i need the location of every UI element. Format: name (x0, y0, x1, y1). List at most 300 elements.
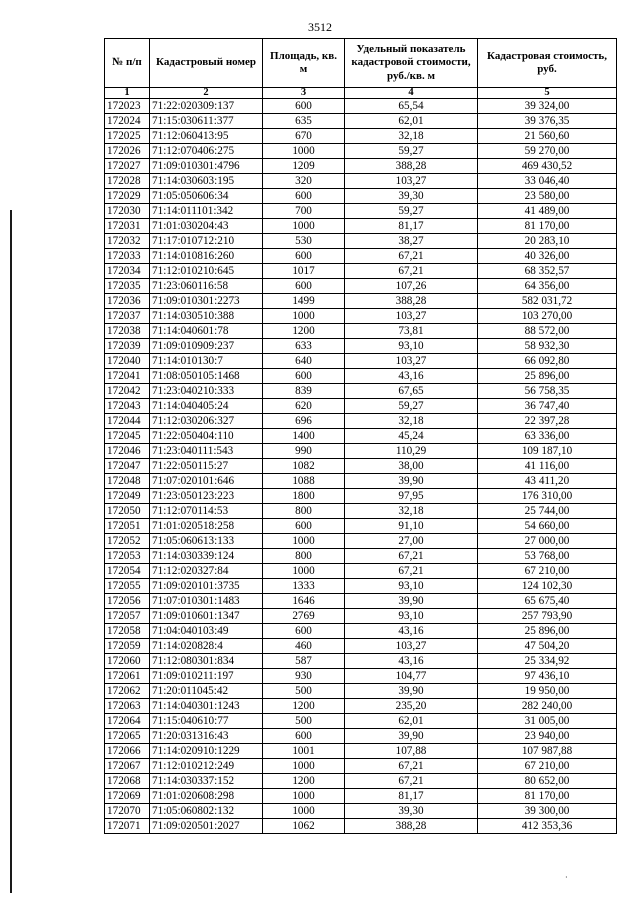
cadastral-number-cell: 71:23:050123:223 (150, 489, 263, 504)
area-cell: 1017 (263, 264, 345, 279)
unit-value-cell: 93,10 (345, 579, 478, 594)
unit-value-cell: 39,30 (345, 804, 478, 819)
area-cell: 930 (263, 669, 345, 684)
area-cell: 1646 (263, 594, 345, 609)
table-row (105, 639, 617, 654)
row-number-cell: 172065 (105, 729, 150, 744)
cadastral-number-cell: 71:12:010212:249 (150, 759, 263, 774)
table-row (105, 294, 617, 309)
cadastral-cost-cell: 41 116,00 (478, 459, 617, 474)
cadastral-cost-cell: 33 046,40 (478, 174, 617, 189)
table-row (105, 654, 617, 669)
row-number-cell: 172046 (105, 444, 150, 459)
row-number-cell: 172064 (105, 714, 150, 729)
cadastral-number-cell: 71:09:010211:197 (150, 669, 263, 684)
unit-value-cell: 93,10 (345, 339, 478, 354)
area-cell: 1800 (263, 489, 345, 504)
cadastral-cost-cell: 109 187,10 (478, 444, 617, 459)
unit-value-cell: 32,18 (345, 129, 478, 144)
cadastral-cost-cell: 25 744,00 (478, 504, 617, 519)
row-number-cell: 172027 (105, 159, 150, 174)
cadastral-cost-cell: 68 352,57 (478, 264, 617, 279)
area-cell: 2769 (263, 609, 345, 624)
table-row (105, 429, 617, 444)
unit-value-cell: 67,65 (345, 384, 478, 399)
unit-value-cell: 39,90 (345, 729, 478, 744)
cadastral-number-cell: 71:01:020518:258 (150, 519, 263, 534)
cadastral-number-cell: 71:09:010301:2273 (150, 294, 263, 309)
unit-value-cell: 107,26 (345, 279, 478, 294)
corner-mark: · (565, 873, 568, 882)
cadastral-number-cell: 71:05:060802:132 (150, 804, 263, 819)
cadastral-number-cell: 71:14:030339:124 (150, 549, 263, 564)
unit-value-cell: 65,54 (345, 99, 478, 114)
row-number-cell: 172043 (105, 399, 150, 414)
unit-value-cell: 67,21 (345, 759, 478, 774)
unit-value-cell: 388,28 (345, 819, 478, 834)
unit-value-cell: 38,27 (345, 234, 478, 249)
row-number-cell: 172048 (105, 474, 150, 489)
header-row-number: № п/п (105, 39, 150, 88)
area-cell: 600 (263, 369, 345, 384)
unit-value-cell: 27,00 (345, 534, 478, 549)
row-number-cell: 172066 (105, 744, 150, 759)
cadastral-number-cell: 71:04:040103:49 (150, 624, 263, 639)
cadastral-number-cell: 71:09:020501:2027 (150, 819, 263, 834)
row-number-cell: 172067 (105, 759, 150, 774)
cadastral-number-cell: 71:08:050105:1468 (150, 369, 263, 384)
area-cell: 640 (263, 354, 345, 369)
table-row (105, 744, 617, 759)
table-row (105, 414, 617, 429)
cadastral-value-table (104, 38, 617, 834)
table-row (105, 324, 617, 339)
cadastral-number-cell: 71:09:010301:4796 (150, 159, 263, 174)
unit-value-cell: 67,21 (345, 549, 478, 564)
cadastral-cost-cell: 39 324,00 (478, 99, 617, 114)
cadastral-number-cell: 71:12:020327:84 (150, 564, 263, 579)
column-number-row (105, 88, 617, 99)
cadastral-cost-cell: 412 353,36 (478, 819, 617, 834)
cadastral-number-cell: 71:23:040210:333 (150, 384, 263, 399)
table-row (105, 189, 617, 204)
table-row (105, 144, 617, 159)
row-number-cell: 172031 (105, 219, 150, 234)
table-row (105, 549, 617, 564)
cadastral-number-cell: 71:09:020101:3735 (150, 579, 263, 594)
cadastral-number-cell: 71:14:040301:1243 (150, 699, 263, 714)
cadastral-number-cell: 71:23:040111:543 (150, 444, 263, 459)
table-row (105, 534, 617, 549)
column-number: 5 (478, 88, 617, 99)
row-number-cell: 172028 (105, 174, 150, 189)
cadastral-cost-cell: 36 747,40 (478, 399, 617, 414)
unit-value-cell: 59,27 (345, 144, 478, 159)
row-number-cell: 172045 (105, 429, 150, 444)
page-number: 3512 (308, 20, 332, 34)
cadastral-cost-cell: 23 580,00 (478, 189, 617, 204)
cadastral-number-cell: 71:22:050404:110 (150, 429, 263, 444)
cadastral-number-cell: 71:14:040601:78 (150, 324, 263, 339)
table-row (105, 339, 617, 354)
table-row (105, 609, 617, 624)
unit-value-cell: 67,21 (345, 564, 478, 579)
area-cell: 600 (263, 519, 345, 534)
area-cell: 1200 (263, 774, 345, 789)
header-cadastral-number: Кадастровый номер (150, 39, 263, 88)
area-cell: 1000 (263, 309, 345, 324)
unit-value-cell: 103,27 (345, 174, 478, 189)
cadastral-cost-cell: 19 950,00 (478, 684, 617, 699)
unit-value-cell: 81,17 (345, 219, 478, 234)
unit-value-cell: 43,16 (345, 369, 478, 384)
table-row (105, 729, 617, 744)
area-cell: 1200 (263, 699, 345, 714)
cadastral-number-cell: 71:17:010712:210 (150, 234, 263, 249)
cadastral-cost-cell: 25 896,00 (478, 624, 617, 639)
table-row (105, 204, 617, 219)
row-number-cell: 172041 (105, 369, 150, 384)
table-row (105, 759, 617, 774)
row-number-cell: 172056 (105, 594, 150, 609)
table-row (105, 264, 617, 279)
table-row (105, 399, 617, 414)
row-number-cell: 172049 (105, 489, 150, 504)
cadastral-number-cell: 71:01:030204:43 (150, 219, 263, 234)
area-cell: 633 (263, 339, 345, 354)
area-cell: 700 (263, 204, 345, 219)
area-cell: 500 (263, 714, 345, 729)
cadastral-number-cell: 71:12:060413:95 (150, 129, 263, 144)
table-row (105, 474, 617, 489)
unit-value-cell: 38,00 (345, 459, 478, 474)
area-cell: 1088 (263, 474, 345, 489)
row-number-cell: 172058 (105, 624, 150, 639)
row-number-cell: 172025 (105, 129, 150, 144)
area-cell: 990 (263, 444, 345, 459)
cadastral-cost-cell: 107 987,88 (478, 744, 617, 759)
table-row (105, 234, 617, 249)
table-row (105, 459, 617, 474)
table-row (105, 519, 617, 534)
table-row (105, 219, 617, 234)
area-cell: 1499 (263, 294, 345, 309)
row-number-cell: 172068 (105, 774, 150, 789)
row-number-cell: 172039 (105, 339, 150, 354)
table-row (105, 699, 617, 714)
row-number-cell: 172059 (105, 639, 150, 654)
row-number-cell: 172051 (105, 519, 150, 534)
cadastral-cost-cell: 22 397,28 (478, 414, 617, 429)
unit-value-cell: 32,18 (345, 414, 478, 429)
area-cell: 1082 (263, 459, 345, 474)
area-cell: 1000 (263, 804, 345, 819)
unit-value-cell: 59,27 (345, 399, 478, 414)
area-cell: 1200 (263, 324, 345, 339)
area-cell: 1400 (263, 429, 345, 444)
area-cell: 1333 (263, 579, 345, 594)
column-number: 4 (345, 88, 478, 99)
cadastral-cost-cell: 40 326,00 (478, 249, 617, 264)
cadastral-number-cell: 71:09:010909:237 (150, 339, 263, 354)
cadastral-number-cell: 71:12:070406:275 (150, 144, 263, 159)
area-cell: 500 (263, 684, 345, 699)
cadastral-cost-cell: 54 660,00 (478, 519, 617, 534)
row-number-cell: 172055 (105, 579, 150, 594)
cadastral-cost-cell: 469 430,52 (478, 159, 617, 174)
cadastral-cost-cell: 43 411,20 (478, 474, 617, 489)
row-number-cell: 172044 (105, 414, 150, 429)
cadastral-cost-cell: 63 336,00 (478, 429, 617, 444)
cadastral-cost-cell: 64 356,00 (478, 279, 617, 294)
row-number-cell: 172035 (105, 279, 150, 294)
area-cell: 1000 (263, 564, 345, 579)
cadastral-cost-cell: 124 102,30 (478, 579, 617, 594)
table-row (105, 249, 617, 264)
row-number-cell: 172032 (105, 234, 150, 249)
table-row (105, 789, 617, 804)
row-number-cell: 172069 (105, 789, 150, 804)
unit-value-cell: 39,30 (345, 189, 478, 204)
unit-value-cell: 32,18 (345, 504, 478, 519)
unit-value-cell: 39,90 (345, 594, 478, 609)
area-cell: 1000 (263, 534, 345, 549)
cadastral-number-cell: 71:12:030206:327 (150, 414, 263, 429)
cadastral-number-cell: 71:07:020101:646 (150, 474, 263, 489)
table-row (105, 99, 617, 114)
area-cell: 460 (263, 639, 345, 654)
row-number-cell: 172070 (105, 804, 150, 819)
cadastral-cost-cell: 66 092,80 (478, 354, 617, 369)
cadastral-number-cell: 71:14:030510:388 (150, 309, 263, 324)
cadastral-number-cell: 71:05:060613:133 (150, 534, 263, 549)
unit-value-cell: 43,16 (345, 624, 478, 639)
cadastral-number-cell: 71:01:020608:298 (150, 789, 263, 804)
row-number-cell: 172042 (105, 384, 150, 399)
cadastral-number-cell: 71:15:030611:377 (150, 114, 263, 129)
table-row (105, 384, 617, 399)
area-cell: 1209 (263, 159, 345, 174)
unit-value-cell: 39,90 (345, 684, 478, 699)
cadastral-cost-cell: 39 300,00 (478, 804, 617, 819)
row-number-cell: 172033 (105, 249, 150, 264)
unit-value-cell: 97,95 (345, 489, 478, 504)
area-cell: 1000 (263, 789, 345, 804)
cadastral-number-cell: 71:22:020309:137 (150, 99, 263, 114)
table-body (105, 99, 617, 834)
table-row (105, 714, 617, 729)
unit-value-cell: 104,77 (345, 669, 478, 684)
table-row (105, 819, 617, 834)
cadastral-cost-cell: 47 504,20 (478, 639, 617, 654)
cadastral-cost-cell: 58 932,30 (478, 339, 617, 354)
cadastral-number-cell: 71:23:060116:58 (150, 279, 263, 294)
row-number-cell: 172060 (105, 654, 150, 669)
scan-margin-line (10, 210, 12, 893)
cadastral-number-cell: 71:14:010816:260 (150, 249, 263, 264)
cadastral-number-cell: 71:07:010301:1483 (150, 594, 263, 609)
unit-value-cell: 91,10 (345, 519, 478, 534)
cadastral-cost-cell: 23 940,00 (478, 729, 617, 744)
cadastral-cost-cell: 39 376,35 (478, 114, 617, 129)
cadastral-number-cell: 71:14:010130:7 (150, 354, 263, 369)
table-row (105, 369, 617, 384)
area-cell: 635 (263, 114, 345, 129)
row-number-cell: 172063 (105, 699, 150, 714)
cadastral-cost-cell: 81 170,00 (478, 789, 617, 804)
cadastral-cost-cell: 25 334,92 (478, 654, 617, 669)
cadastral-cost-cell: 41 489,00 (478, 204, 617, 219)
cadastral-number-cell: 71:12:010210:645 (150, 264, 263, 279)
cadastral-cost-cell: 65 675,40 (478, 594, 617, 609)
area-cell: 320 (263, 174, 345, 189)
cadastral-cost-cell: 97 436,10 (478, 669, 617, 684)
area-cell: 1000 (263, 759, 345, 774)
unit-value-cell: 67,21 (345, 774, 478, 789)
area-cell: 800 (263, 504, 345, 519)
cadastral-cost-cell: 103 270,00 (478, 309, 617, 324)
header-cadastral-cost: Кадастровая стоимость, руб. (478, 39, 617, 88)
unit-value-cell: 62,01 (345, 114, 478, 129)
table-row (105, 579, 617, 594)
area-cell: 620 (263, 399, 345, 414)
row-number-cell: 172071 (105, 819, 150, 834)
unit-value-cell: 39,90 (345, 474, 478, 489)
cadastral-cost-cell: 80 652,00 (478, 774, 617, 789)
cadastral-cost-cell: 67 210,00 (478, 564, 617, 579)
row-number-cell: 172047 (105, 459, 150, 474)
row-number-cell: 172053 (105, 549, 150, 564)
table-header-row (105, 39, 617, 88)
row-number-cell: 172062 (105, 684, 150, 699)
cadastral-cost-cell: 67 210,00 (478, 759, 617, 774)
row-number-cell: 172023 (105, 99, 150, 114)
cadastral-number-cell: 71:09:010601:1347 (150, 609, 263, 624)
area-cell: 1000 (263, 219, 345, 234)
cadastral-number-cell: 71:14:020828:4 (150, 639, 263, 654)
table-row (105, 624, 617, 639)
cadastral-cost-cell: 257 793,90 (478, 609, 617, 624)
table-row (105, 174, 617, 189)
cadastral-cost-cell: 59 270,00 (478, 144, 617, 159)
row-number-cell: 172029 (105, 189, 150, 204)
row-number-cell: 172038 (105, 324, 150, 339)
cadastral-number-cell: 71:22:050115:27 (150, 459, 263, 474)
column-number: 3 (263, 88, 345, 99)
cadastral-cost-cell: 27 000,00 (478, 534, 617, 549)
area-cell: 1000 (263, 144, 345, 159)
unit-value-cell: 388,28 (345, 294, 478, 309)
area-cell: 696 (263, 414, 345, 429)
header-unit-value: Удельный показатель кадастровой стоимости, руб./кв. м (345, 39, 478, 88)
unit-value-cell: 62,01 (345, 714, 478, 729)
cadastral-cost-cell: 81 170,00 (478, 219, 617, 234)
table-row (105, 564, 617, 579)
table-row (105, 444, 617, 459)
area-cell: 670 (263, 129, 345, 144)
column-number: 2 (150, 88, 263, 99)
cadastral-number-cell: 71:14:030337:152 (150, 774, 263, 789)
row-number-cell: 172050 (105, 504, 150, 519)
table-row (105, 504, 617, 519)
cadastral-cost-cell: 88 572,00 (478, 324, 617, 339)
cadastral-number-cell: 71:12:070114:53 (150, 504, 263, 519)
unit-value-cell: 59,27 (345, 204, 478, 219)
row-number-cell: 172057 (105, 609, 150, 624)
row-number-cell: 172037 (105, 309, 150, 324)
row-number-cell: 172054 (105, 564, 150, 579)
table-row (105, 804, 617, 819)
area-cell: 600 (263, 279, 345, 294)
area-cell: 600 (263, 189, 345, 204)
area-cell: 1001 (263, 744, 345, 759)
table-row (105, 354, 617, 369)
row-number-cell: 172024 (105, 114, 150, 129)
unit-value-cell: 73,81 (345, 324, 478, 339)
header-area: Площадь, кв. м (263, 39, 345, 88)
area-cell: 530 (263, 234, 345, 249)
table-row (105, 159, 617, 174)
table-row (105, 114, 617, 129)
unit-value-cell: 43,16 (345, 654, 478, 669)
unit-value-cell: 110,29 (345, 444, 478, 459)
row-number-cell: 172030 (105, 204, 150, 219)
unit-value-cell: 103,27 (345, 354, 478, 369)
row-number-cell: 172052 (105, 534, 150, 549)
table-row (105, 129, 617, 144)
area-cell: 600 (263, 249, 345, 264)
table-row (105, 774, 617, 789)
table-row (105, 279, 617, 294)
cadastral-number-cell: 71:20:011045:42 (150, 684, 263, 699)
cadastral-cost-cell: 25 896,00 (478, 369, 617, 384)
unit-value-cell: 388,28 (345, 159, 478, 174)
table-row (105, 684, 617, 699)
cadastral-number-cell: 71:15:040610:77 (150, 714, 263, 729)
unit-value-cell: 93,10 (345, 609, 478, 624)
unit-value-cell: 67,21 (345, 249, 478, 264)
cadastral-cost-cell: 53 768,00 (478, 549, 617, 564)
row-number-cell: 172040 (105, 354, 150, 369)
unit-value-cell: 67,21 (345, 264, 478, 279)
table-row (105, 594, 617, 609)
column-number: 1 (105, 88, 150, 99)
unit-value-cell: 45,24 (345, 429, 478, 444)
unit-value-cell: 81,17 (345, 789, 478, 804)
cadastral-number-cell: 71:20:031316:43 (150, 729, 263, 744)
area-cell: 600 (263, 729, 345, 744)
cadastral-number-cell: 71:14:011101:342 (150, 204, 263, 219)
row-number-cell: 172036 (105, 294, 150, 309)
unit-value-cell: 103,27 (345, 639, 478, 654)
unit-value-cell: 103,27 (345, 309, 478, 324)
cadastral-cost-cell: 56 758,35 (478, 384, 617, 399)
cadastral-number-cell: 71:14:040405:24 (150, 399, 263, 414)
table-row (105, 309, 617, 324)
area-cell: 839 (263, 384, 345, 399)
area-cell: 600 (263, 624, 345, 639)
cadastral-number-cell: 71:14:020910:1229 (150, 744, 263, 759)
area-cell: 1062 (263, 819, 345, 834)
cadastral-cost-cell: 20 283,10 (478, 234, 617, 249)
row-number-cell: 172026 (105, 144, 150, 159)
row-number-cell: 172034 (105, 264, 150, 279)
cadastral-cost-cell: 21 560,60 (478, 129, 617, 144)
cadastral-number-cell: 71:12:080301:834 (150, 654, 263, 669)
cadastral-number-cell: 71:14:030603:195 (150, 174, 263, 189)
row-number-cell: 172061 (105, 669, 150, 684)
cadastral-cost-cell: 282 240,00 (478, 699, 617, 714)
